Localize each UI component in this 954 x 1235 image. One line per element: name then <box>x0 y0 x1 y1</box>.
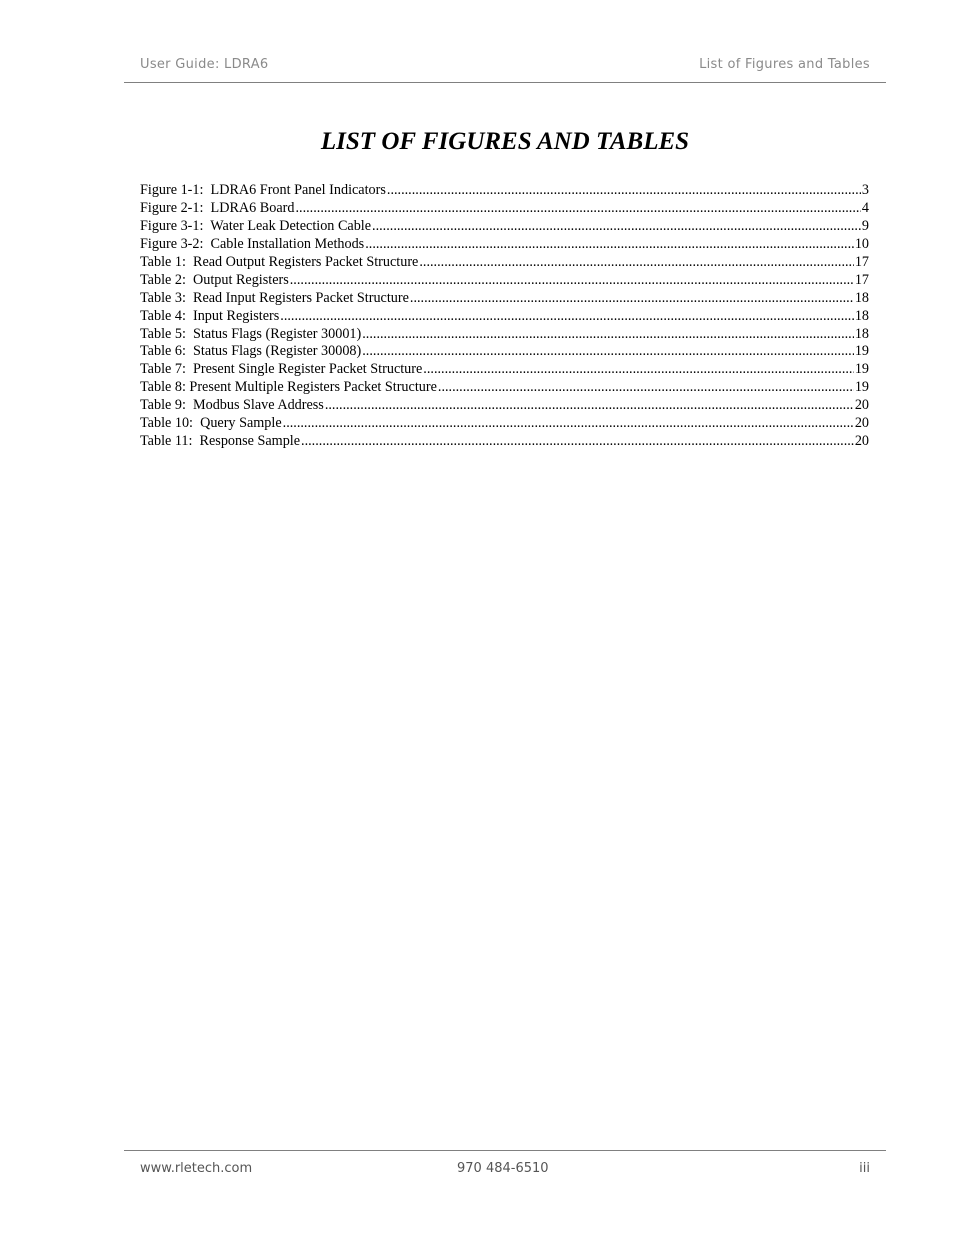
dot-leader <box>387 182 861 199</box>
toc-entry-label: Figure 2-1: LDRA6 Board <box>140 199 295 216</box>
dot-leader <box>362 343 854 360</box>
toc-entry-table-6[interactable] <box>140 343 869 361</box>
toc-entry-table-10[interactable] <box>140 415 869 433</box>
toc-entry-table-4[interactable] <box>140 308 869 326</box>
toc-entry-page: 9 <box>861 217 869 234</box>
toc-entry-page: 20 <box>854 397 869 414</box>
toc-entry-figure-1-1[interactable] <box>140 182 869 200</box>
header-section-title: List of Figures and Tables <box>699 57 870 72</box>
dot-leader <box>290 272 854 289</box>
toc-entry-page: 17 <box>854 253 869 270</box>
toc-entry-figure-3-1[interactable] <box>140 218 869 236</box>
toc-entry-label: Figure 3-1: Water Leak Detection Cable <box>140 217 372 234</box>
toc-entry-label: Table 11: Response Sample <box>140 433 301 450</box>
dot-leader <box>295 200 860 217</box>
page-header <box>124 56 886 83</box>
toc-entry-label: Table 3: Read Input Registers Packet Structure <box>140 289 409 306</box>
toc-entry-label: Table 9: Modbus Slave Address <box>140 397 324 414</box>
toc-entry-table-3[interactable] <box>140 290 869 308</box>
toc-entry-label: Table 5: Status Flags (Register 30001) <box>140 325 362 342</box>
toc-entry-figure-2-1[interactable] <box>140 200 869 218</box>
dot-leader <box>438 379 854 396</box>
page-title: LIST OF FIGURES AND TABLES <box>320 128 690 155</box>
toc-entry-label: Table 8: Present Multiple Registers Packet Structure <box>140 379 437 396</box>
toc-entry-table-2[interactable] <box>140 272 869 290</box>
toc-entry-label: Table 10: Query Sample <box>140 415 282 432</box>
dot-leader <box>410 290 854 307</box>
footer-phone: 970 484-6510 <box>457 1161 549 1176</box>
dot-leader <box>423 361 854 378</box>
footer-website: www.rletech.com <box>140 1161 253 1176</box>
toc-entry-page: 19 <box>854 379 869 396</box>
dot-leader <box>372 218 861 235</box>
toc-entry-label: Figure 3-2: Cable Installation Methods <box>140 235 365 252</box>
toc-entry-page: 19 <box>854 361 869 378</box>
toc-entry-page: 18 <box>854 307 869 324</box>
dot-leader <box>325 397 854 414</box>
dot-leader <box>362 326 854 343</box>
toc-entry-page: 19 <box>854 343 869 360</box>
toc-entry-label: Table 6: Status Flags (Register 30008) <box>140 343 362 360</box>
dot-leader <box>280 308 854 325</box>
dot-leader <box>419 254 853 271</box>
figures-tables-list <box>140 182 869 451</box>
toc-entry-page: 20 <box>854 433 869 450</box>
dot-leader <box>301 433 854 450</box>
toc-entry-table-9[interactable] <box>140 397 869 415</box>
toc-entry-table-1[interactable] <box>140 254 869 272</box>
footer-page-number: iii <box>859 1161 870 1176</box>
toc-entry-page: 18 <box>854 325 869 342</box>
toc-entry-table-8[interactable] <box>140 379 869 397</box>
toc-entry-page: 20 <box>854 415 869 432</box>
toc-entry-label: Table 2: Output Registers <box>140 271 289 288</box>
toc-entry-page: 4 <box>861 199 869 216</box>
toc-entry-page: 10 <box>854 235 869 252</box>
toc-entry-label: Table 4: Input Registers <box>140 307 280 324</box>
toc-entry-label: Table 7: Present Single Register Packet Structure <box>140 361 423 378</box>
toc-entry-table-5[interactable] <box>140 326 869 344</box>
toc-entry-page: 3 <box>861 182 869 198</box>
toc-entry-label: Table 1: Read Output Registers Packet Structure <box>140 253 419 270</box>
toc-entry-table-11[interactable] <box>140 433 869 451</box>
toc-entry-page: 17 <box>854 271 869 288</box>
toc-entry-label: Figure 1-1: LDRA6 Front Panel Indicators <box>140 182 386 198</box>
dot-leader <box>365 236 854 253</box>
toc-entry-page: 18 <box>854 289 869 306</box>
toc-entry-table-7[interactable] <box>140 361 869 379</box>
page-footer <box>124 1150 886 1176</box>
toc-entry-figure-3-2[interactable] <box>140 236 869 254</box>
header-document-title: User Guide: LDRA6 <box>140 57 269 72</box>
dot-leader <box>283 415 854 432</box>
